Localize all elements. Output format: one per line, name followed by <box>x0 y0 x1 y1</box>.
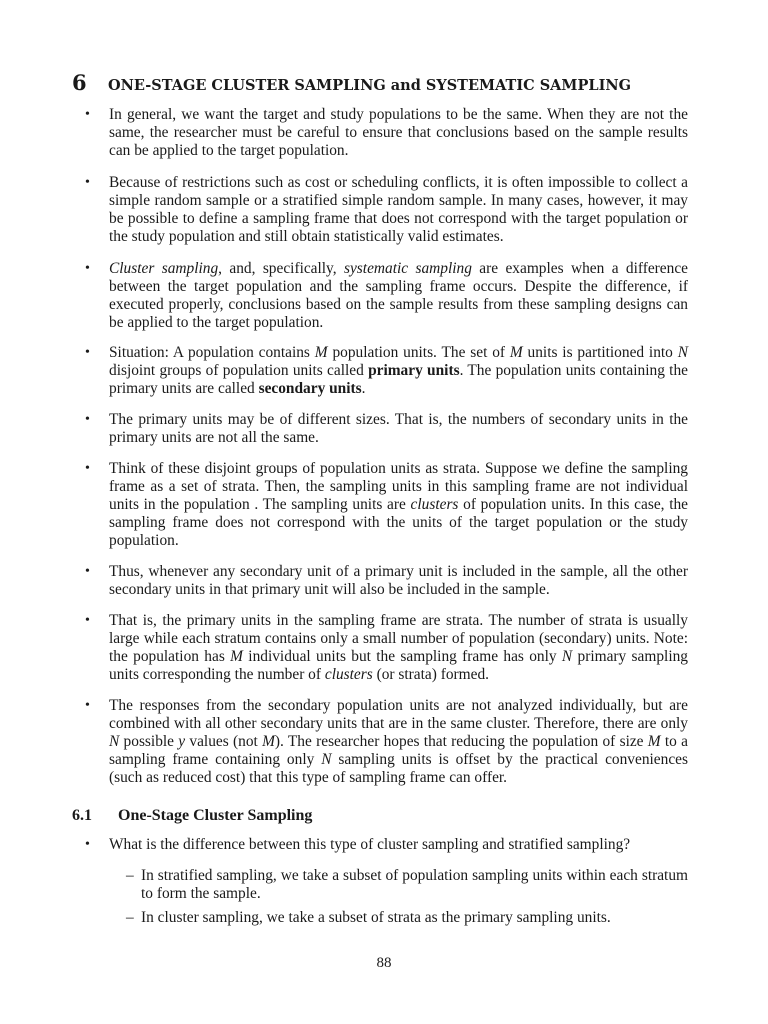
bullet-marker: • <box>85 107 90 122</box>
text-run: individual units but the sampling frame has only <box>242 648 562 666</box>
list-item <box>85 260 688 332</box>
term-clusters: clusters <box>324 666 373 684</box>
section-title: ONE-STAGE CLUSTER SAMPLING and SYSTEMATIC SAMPLING <box>108 77 631 94</box>
text-run: primary sampling units corresponding the number of <box>109 648 688 684</box>
text-run: That is, the primary units in the sampling frame are strata. The number of strata is usually large while each stratum contains only a small number of population (secondary) units. Note: the population has <box>109 612 688 666</box>
math-symbol: M <box>230 648 243 666</box>
dash-marker: – <box>126 909 134 926</box>
term-systematic-sampling: systematic sampling <box>343 260 472 277</box>
term-cluster-sampling: Cluster sampling <box>109 260 219 277</box>
bullet-marker: • <box>85 175 90 190</box>
term-clusters: clusters <box>410 496 459 514</box>
list-item-text <box>109 344 688 398</box>
text-run: (or strata) formed. <box>372 666 489 684</box>
list-item <box>85 836 688 854</box>
math-symbol: N <box>677 344 688 361</box>
math-symbol: N <box>561 648 573 666</box>
sub-list-item <box>126 909 688 927</box>
bullet-marker: • <box>85 461 90 476</box>
text-run: are examples when a difference between the target population and the sampling frame occurs. Despite the difference, if executed properly, conclusions based on the sample results from these sampling designs can be applied to the target population. <box>109 260 688 332</box>
bullet-marker: • <box>85 345 90 360</box>
math-symbol: M <box>509 344 523 361</box>
list-item-text <box>109 460 688 550</box>
math-symbol: N <box>109 733 120 751</box>
list-item-text: In general, we want the target and study populations to be the same. When they are not the same, the researcher must be careful to ensure that conclusions based on the sample results can be applied to the target population. <box>109 106 688 160</box>
list-item-text: Thus, whenever any secondary unit of a primary unit is included in the sample, all the other secondary units in that primary unit will also be included in the sample. <box>109 563 688 599</box>
list-item <box>85 174 688 246</box>
section-heading <box>72 72 712 97</box>
math-symbol: M <box>647 733 661 751</box>
subsection-title: One-Stage Cluster Sampling <box>118 807 313 824</box>
text-run: of population units. In this case, the sampling frame does not correspond with the units of the target population or the study population. <box>109 496 689 550</box>
sub-list-item <box>126 867 688 903</box>
list-item-text <box>109 260 688 332</box>
math-symbol: M <box>314 344 328 361</box>
text-run: population units. The set of <box>327 344 510 361</box>
text-run: , and, specifically, <box>218 260 344 277</box>
list-item-text: The primary units may be of different sizes. That is, the numbers of secondary units in the primary units are not all the same. <box>109 411 688 447</box>
sub-list-item-text: In stratified sampling, we take a subset of population sampling units within each stratum to form the sample. <box>141 867 688 903</box>
text-run: The responses from the secondary population units are not analyzed individually, but are combined with all other secondary units that are in the same cluster. Therefore, there are only <box>109 697 688 733</box>
math-symbol: M <box>262 733 275 751</box>
bullet-marker: • <box>85 412 90 427</box>
text-run: Think of these disjoint groups of population units as strata. Suppose we define the sampling frame as a set of strata. Then, the sampling units in this sampling frame are not individual units in the population . The sampling units are <box>109 460 688 514</box>
bullet-marker: • <box>85 613 90 628</box>
text-run: . <box>361 380 366 398</box>
list-item-text: What is the difference between this type of cluster sampling and stratified sampling? <box>109 836 631 853</box>
math-symbol: y <box>178 733 186 751</box>
text-run: . The population units containing the primary units are called <box>109 362 688 398</box>
list-item-text: Because of restrictions such as cost or scheduling conflicts, it is often impossible to collect a simple random sample or a stratified simple random sample. In many cases, however, it may be possible to define a sampling frame that does not correspond with the target population or the study population and still obtain statistically valid estimates. <box>109 174 688 246</box>
sub-list-item-text: In cluster sampling, we take a subset of strata as the primary sampling units. <box>141 909 611 926</box>
term-secondary-units: secondary units <box>258 380 362 398</box>
list-item <box>85 563 688 599</box>
text-run: possible <box>119 733 179 751</box>
bullet-marker: • <box>85 837 90 852</box>
list-item <box>85 460 689 550</box>
bullet-marker: • <box>85 564 90 579</box>
section-number: 6 <box>72 70 87 95</box>
list-item-text <box>109 697 688 787</box>
term-primary-units: primary units <box>368 362 460 380</box>
list-item <box>85 612 688 684</box>
subsection-heading <box>72 806 712 826</box>
text-run: sampling units is offset by the practical conveniences (such as reduced cost) that this type of sampling frame can offer. <box>109 751 688 787</box>
list-item <box>85 106 688 160</box>
text-run: units is partitioned into <box>522 344 678 361</box>
text-run: disjoint groups of population units called <box>109 362 369 380</box>
list-item <box>85 344 688 398</box>
text-run: to a sampling frame containing only <box>109 733 688 769</box>
text-run: Situation: A population contains <box>109 344 315 361</box>
text-run: values (not <box>185 733 263 751</box>
bullet-marker: • <box>85 698 90 713</box>
subsection-number: 6.1 <box>72 807 92 824</box>
list-item <box>85 697 688 787</box>
math-symbol: N <box>321 751 332 769</box>
list-item-text <box>109 612 688 684</box>
bullet-marker: • <box>85 261 90 276</box>
list-item <box>85 411 688 447</box>
page-number: 88 <box>376 955 392 971</box>
dash-marker: – <box>126 867 134 884</box>
text-run: ). The researcher hopes that reducing the population of size <box>274 733 648 751</box>
